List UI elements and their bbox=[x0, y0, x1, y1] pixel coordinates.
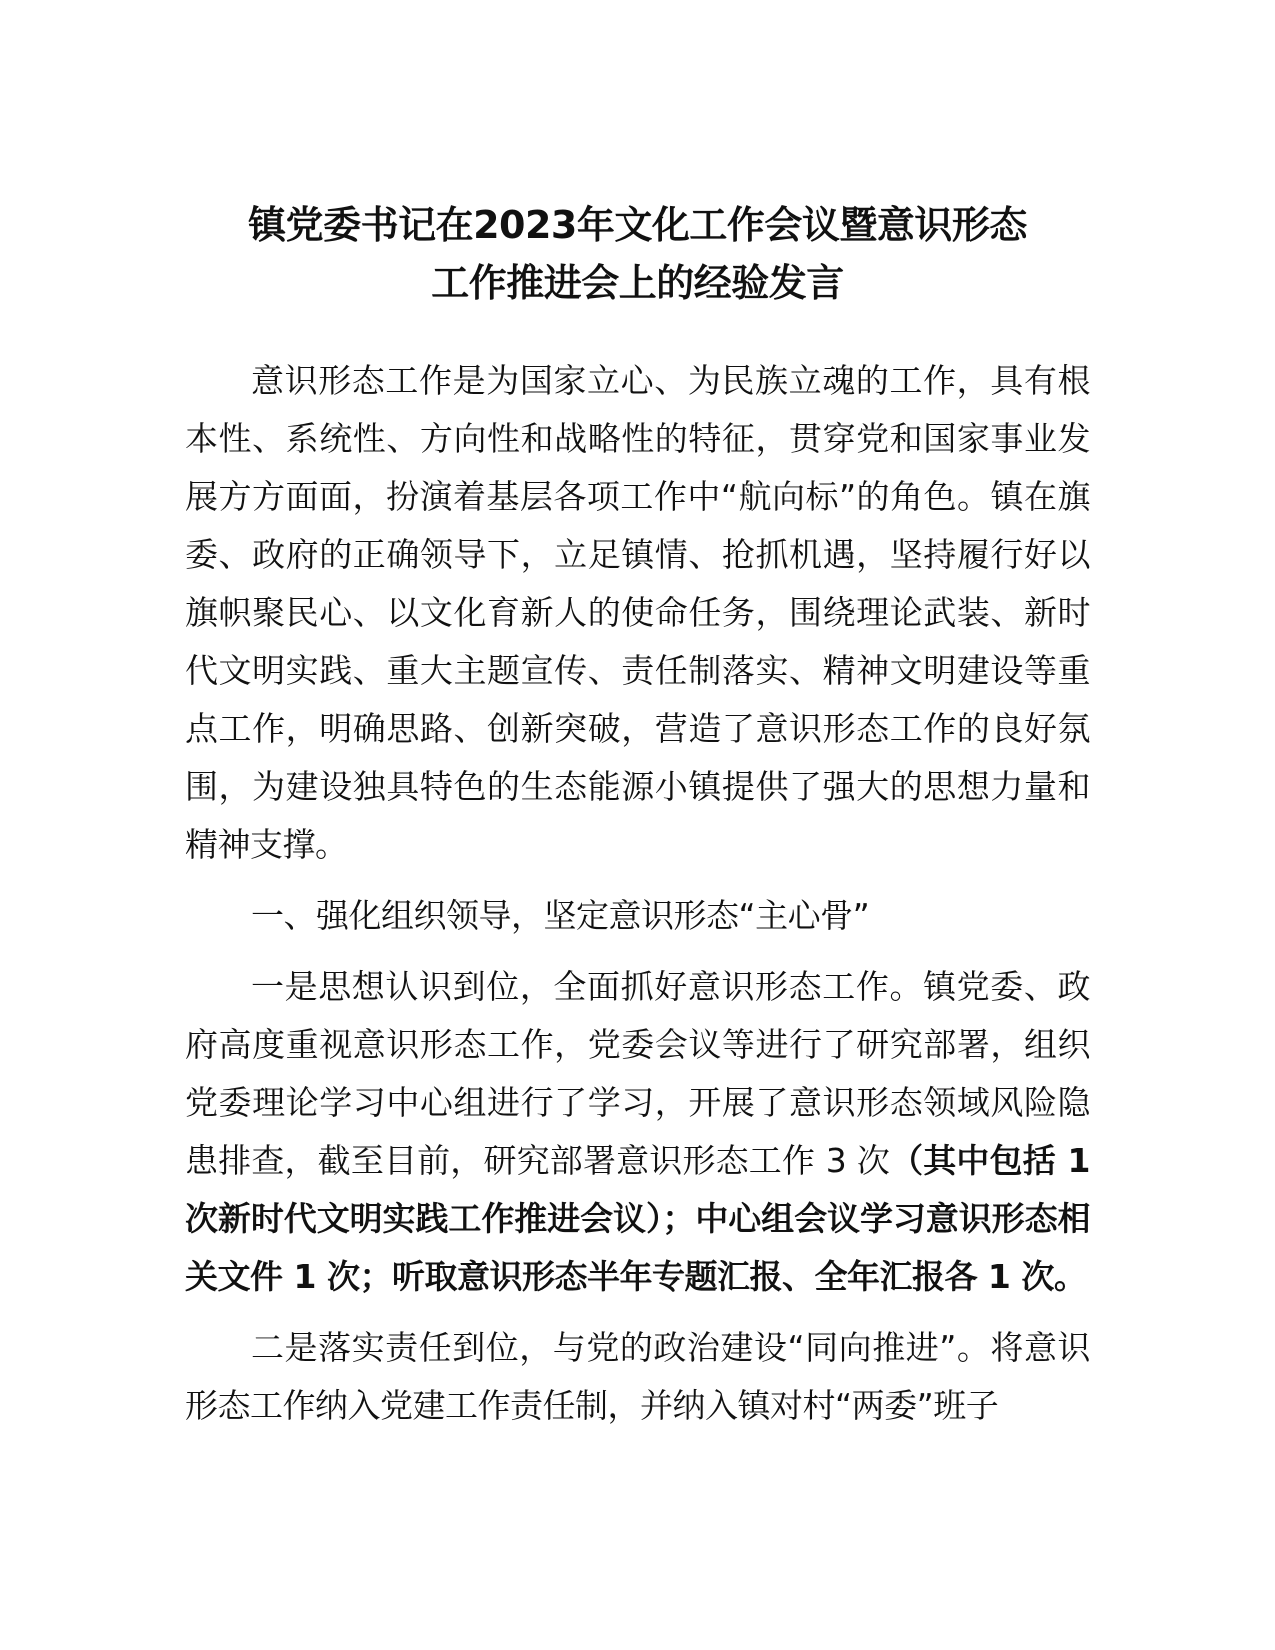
section-heading-1: 一、强化组织领导，坚定意识形态“主心骨” bbox=[251, 896, 870, 935]
point-1-statistics: （其中包括 1 次新时代文明实践工作推进会议）；中心组会议学习意识形态相关文件 1 次；听取意识形态半年专题汇报、全年汇报各 1 次。 bbox=[185, 1141, 1090, 1296]
title-line-2: 工作推进会上的经验发言 bbox=[431, 261, 844, 305]
point-1-paragraph bbox=[185, 958, 1090, 1306]
intro-paragraph: 意识形态工作是为国家立心、为民族立魂的工作，具有根本性、系统性、方向性和战略性的特征，贯穿党和国家事业发展方方面面，扮演着基层各项工作中“航向标”的角色。镇在旗委、政府的正确领导下，立足镇情、抢抓机遇，坚持履行好以旗帜聚民心、以文化育新人的使命任务，围绕理论武装、新时代文明实践、重大主题宣传、责任制落实、精神文明建设等重点工作，明确思路、创新突破，营造了意识形态工作的良好氛围，为建设独具特色的生态能源小镇提供了强大的思想力量和精神支撑。 bbox=[185, 361, 1090, 864]
title-line-1: 镇党委书记在2023年文化工作会议暨意识形态 bbox=[248, 203, 1027, 247]
point-2-paragraph: 二是落实责任到位，与党的政治建设“同向推进”。将意识形态工作纳入党建工作责任制，并纳入镇对村“两委”班子 bbox=[185, 1328, 1090, 1425]
document-title bbox=[150, 196, 1125, 312]
point-1-text: 一是思想认识到位，全面抓好意识形态工作。镇党委、政府高度重视意识形态工作，党委会议等进行了研究部署，组织党委理论学习中心组进行了学习，开展了意识形态领域风险隐患排查，截至目前，研究部署意识形态工作 3 次 bbox=[185, 967, 1090, 1180]
document-body bbox=[185, 352, 1090, 1435]
